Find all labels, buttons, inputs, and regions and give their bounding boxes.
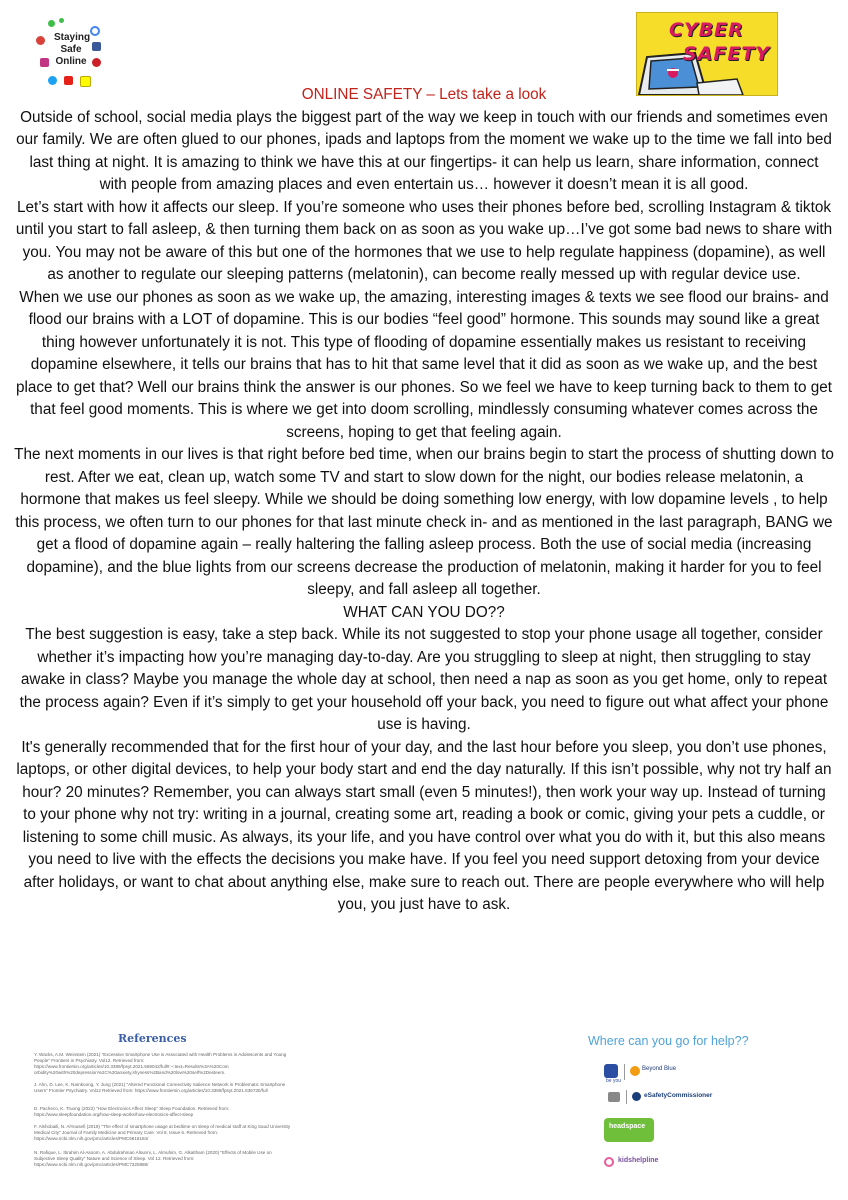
references-title: References [118, 1032, 187, 1045]
beyondblue-label: Beyond Blue [642, 1066, 677, 1072]
logo-line-3: Online [55, 56, 87, 67]
paragraph-dopamine: When we use our phones as soon as we wake up, the amazing, interesting images & texts we see flood our brains- and flood our brains with a LOT of dopamine. This is our bodies “feel good” hormone. This sounds may sound like a great thing however unfortunately it is not. This type of flooding of dopamine essentially makes us resistant to receiving dopamine elsewhere, it tells our brains that has to hit that same level that it did as soon as we wake up, and the best place to get that? Well our brains think the answer is our phones. So we feel we have to keep turning back to them to get that feel good moments. This is where we get into doom scrolling, mindlessly consuming whatever comes across the screens, hoping to get that feeling again. [15, 288, 833, 441]
esafety-logo [608, 1090, 748, 1106]
paragraph-melatonin: The next moments in our lives is that right before bed time, when our brains begin to start the process of shutting down to rest. After we eat, clean up, watch some TV and start to slow down for the night, our bodies release melatonin, a hormone that makes us feel sleepy. While we should be doing something low energy, with low dopamine levels , to help this process, we often turn to our phones for that last minute check in- and as mentioned in the last paragraph, BANG we get a flood of dopamine again – really haltering the falling asleep process. Both the use of social media (increasing dopamine), and the blue lights from our screens decrease the production of melatonin, making it harder for you to feel sleepy, and fall asleep all together. [14, 446, 834, 598]
page-title: ONLINE SAFETY – Lets take a look [301, 86, 547, 103]
kidshelpline-icon [604, 1157, 614, 1167]
section-heading: WHAT CAN YOU DO?? [343, 603, 505, 621]
kidshelpline-label: kidshelpline [618, 1157, 659, 1164]
reference-item: J. Ahn, D. Lee, K. Namkoong, Y. Jung (2021) "Altered Functional Connectivity Salience Network in Problematic Smartphone Users" Frontier Psychiatry. Vol12 Retrieved from: https://www.frontiersin.org/articles/10.3389/fpsyt.2021.636730/full [34, 1082, 286, 1093]
beyou-beyondblue-logo [604, 1064, 704, 1084]
esafety-label: eSafetyCommissioner [644, 1092, 713, 1099]
reference-item: D. Pacheco, K. Truong (2022) "How Electronics Affect Sleep" Sleep Foundation. Retrieved from: https://www.sleepfoundation.org/how-sleep-works/how-electronics-affect-sleep [34, 1106, 230, 1117]
cyber-title-line-1: CYBER [669, 19, 744, 41]
pinterest-icon [92, 58, 101, 67]
logo-line-1: Staying [54, 32, 91, 43]
staying-safe-online-logo [34, 18, 106, 90]
references-section [34, 1032, 294, 1182]
paragraph-suggestion: The best suggestion is easy, take a step back. While its not suggested to stop your phone usage all together, consider whether it’s impacting how you’re managing day-to-day. Are you struggling to sleep at night, then struggling to stay awake in class? Maybe you manage the whole day at school, then need a nap as soon as you get home, only to repeat the process again? Even if it’s simply to get your household off your back, you need to figure out what affect your phone use is having. [19, 626, 829, 733]
google-plus-icon [36, 36, 45, 45]
google-icon [90, 26, 100, 36]
logo-line-2: Safe [60, 44, 82, 55]
reference-item: N. Rafique, L. Ibrahim Al-Asoom, A. Abdulrahman Alsunni, L. Almuhim, G. Alkaltham (2020) "Effects of Mobile Use on Subjective Sleep Quality" Nature and Science of Sleep. Vol 12. Retrieved from: https://www.ncbi.nlm.nih.gov/pmc/articles/PMC7320888/ [34, 1150, 272, 1167]
article-body [14, 84, 834, 917]
help-section [588, 1032, 818, 1182]
reference-item: F. Alshobaili, N. AlYousefi (2019) "The effect of smartphone usage at bedtime on sleep of medical staff at King Saud University Medical City" Journal of Family Medicine and Primary Care. Vol 8. Issue 6. Retrieved from: https://www.ncbi.nlm.nih.gov/pmc/articles/PMC6618184/ [34, 1124, 291, 1141]
facebook-icon [92, 42, 101, 51]
beyou-label: be you [606, 1078, 622, 1084]
beyondblue-icon [630, 1066, 640, 1076]
headspace-label: headspace [609, 1123, 646, 1130]
leaf-icon [59, 18, 64, 23]
kidshelpline-logo [604, 1156, 684, 1170]
paragraph-intro: Outside of school, social media plays the biggest part of the way we keep in touch with our friends and sometimes even our family. We are often glued to our phones, ipads and laptops from the moment we wake up to the time we fall into bed last thing at night. It is amazing to think we have this at our fingertips- it can help us learn, share information, connect with people from amazing places and even entertain us… however it doesn’t mean it is all good. [16, 108, 832, 193]
paragraph-sleep: Let’s start with how it affects our sleep. If you’re someone who uses their phones before bed, scrolling Instagram & tiktok until you start to fall asleep, & then turning them back on as soon as you wake up…I’ve got some bad news to share with you. You may not be aware of this but one of the hormones that we use to help regulate happiness (dopamine), as well as another to regulate our sleeping patterns (melatonin), can become really messed up with regular device use. [15, 198, 833, 283]
crest-icon [608, 1092, 620, 1102]
cyber-title-line-2: SAFETY [683, 43, 771, 65]
help-title: Where can you go for help?? [588, 1034, 749, 1048]
esafety-icon [632, 1092, 641, 1101]
headspace-logo [604, 1118, 654, 1142]
spotify-icon [48, 20, 55, 27]
instagram-icon [40, 58, 49, 67]
paragraph-recommendation: It's generally recommended that for the first hour of your day, and the last hour before you sleep, you don’t use phones, laptops, or other digital devices, to help your body start and end the day naturally. If this isn’t possible, why not try half an hour? 20 minutes? Remember, you can always start small (even 5 minutes!), then work your way up. Instead of turning to your phone why not try: writing in a journal, creating some art, reading a book or comic, giving your pets a cuddle, or listening to some chill music. As always, its your life, and you have control over what you do with it, but this also means you need to live with the effects the decisions you make have. If you feel you need support detoxing from your device after holidays, or want to chat about anything else, make sure to reach out. There are people everywhere who will help you, you just have to ask. [16, 738, 832, 913]
beyou-icon [604, 1064, 618, 1078]
reference-item: Y. Wacks, A.M. Weinstein (2021) "Excessive Smartphone Use is Associated with Health Problems in Adolescents and Young People" Frontiers in Psychiatry. Vol12. Retrieved from: https://www.frontiersin.org/articles/10.3389/fpsyt.2021.669042/full#:~:text=Results%3A%20Com orbidity%20with%20depression%2C%20anxiety,shyness%2Band%20low%20self%2Desteem. [34, 1052, 287, 1075]
